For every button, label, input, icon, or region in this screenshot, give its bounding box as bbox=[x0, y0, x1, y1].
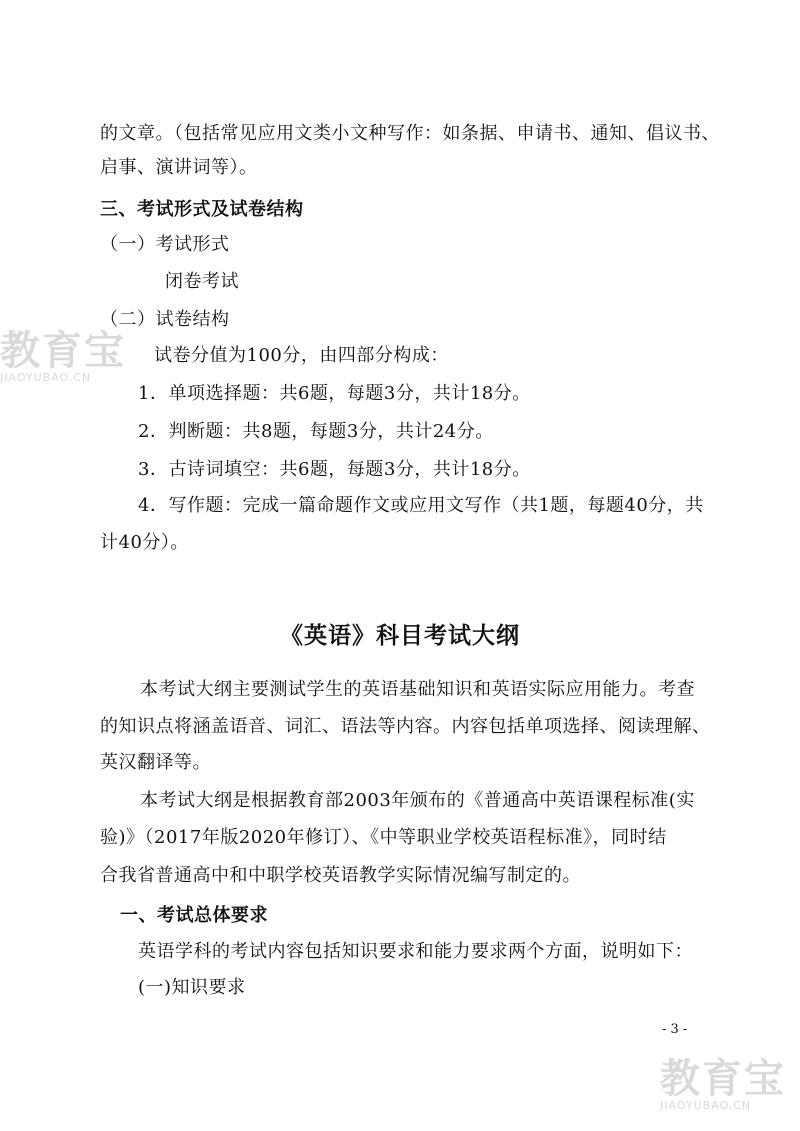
paragraph-line: 英语学科的考试内容包括知识要求和能力要求两个方面，说明如下： bbox=[138, 941, 693, 962]
paragraph-line: 闭卷考试 bbox=[165, 271, 239, 292]
watermark-url: JIAOYUBAO.CN bbox=[660, 1099, 752, 1112]
list-item: 2．判断题：共8题，每题3分，共计24分。 bbox=[138, 421, 494, 442]
section-heading: 三、考试形式及试卷结构 bbox=[100, 199, 304, 220]
subsection-heading: （一）考试形式 bbox=[100, 234, 230, 255]
page-number: - 3 - bbox=[662, 1022, 688, 1037]
paragraph-line: 验)》（2017年版2020年修订）、《中等职业学校英语程标准》，同时结 bbox=[100, 827, 667, 848]
list-item: 1．单项选择题：共6题，每题3分，共计18分。 bbox=[138, 383, 531, 404]
list-item: 3．古诗词填空：共6题，每题3分，共计18分。 bbox=[138, 459, 531, 480]
paragraph-line: 的文章。（包括常见应用文类小文种写作：如条据、申请书、通知、倡议书、 bbox=[100, 123, 720, 144]
watermark-logo bbox=[0, 330, 126, 384]
paragraph-line: 合我省普通高中和中职学校英语教学实际情况编写制定的。 bbox=[100, 865, 581, 886]
subsection-heading: （二）试卷结构 bbox=[100, 309, 230, 330]
subsection-heading: (一)知识要求 bbox=[138, 977, 246, 998]
paragraph-line: 启事、演讲词等）。 bbox=[100, 157, 258, 178]
paragraph-line: 本考试大纲主要测试学生的英语基础知识和英语实际应用能力。考查 bbox=[140, 679, 695, 700]
paragraph-line: 的知识点将涵盖语音、词汇、语法等内容。内容包括单项选择、阅读理解、 bbox=[100, 716, 711, 737]
paragraph-line: 英汉翻译等。 bbox=[100, 752, 211, 773]
section-heading: 一、考试总体要求 bbox=[120, 905, 268, 926]
watermark-text: 教育宝 bbox=[0, 328, 126, 374]
paragraph-line: 本考试大纲是根据教育部2003年颁布的《普通高中英语课程标准(实 bbox=[140, 790, 695, 811]
list-item-continuation: 计40分）。 bbox=[100, 532, 189, 553]
watermark-text: 教育宝 bbox=[660, 1056, 786, 1102]
paragraph-line: 试卷分值为100分，由四部分构成： bbox=[154, 345, 449, 366]
list-item: 4．写作题：完成一篇命题作文或应用文写作（共1题，每题40分，共 bbox=[138, 495, 704, 516]
page-title: 《英语》科目考试大纲 bbox=[280, 622, 520, 649]
watermark-url: JIAOYUBAO.CN bbox=[0, 371, 92, 384]
watermark-logo bbox=[660, 1058, 786, 1112]
